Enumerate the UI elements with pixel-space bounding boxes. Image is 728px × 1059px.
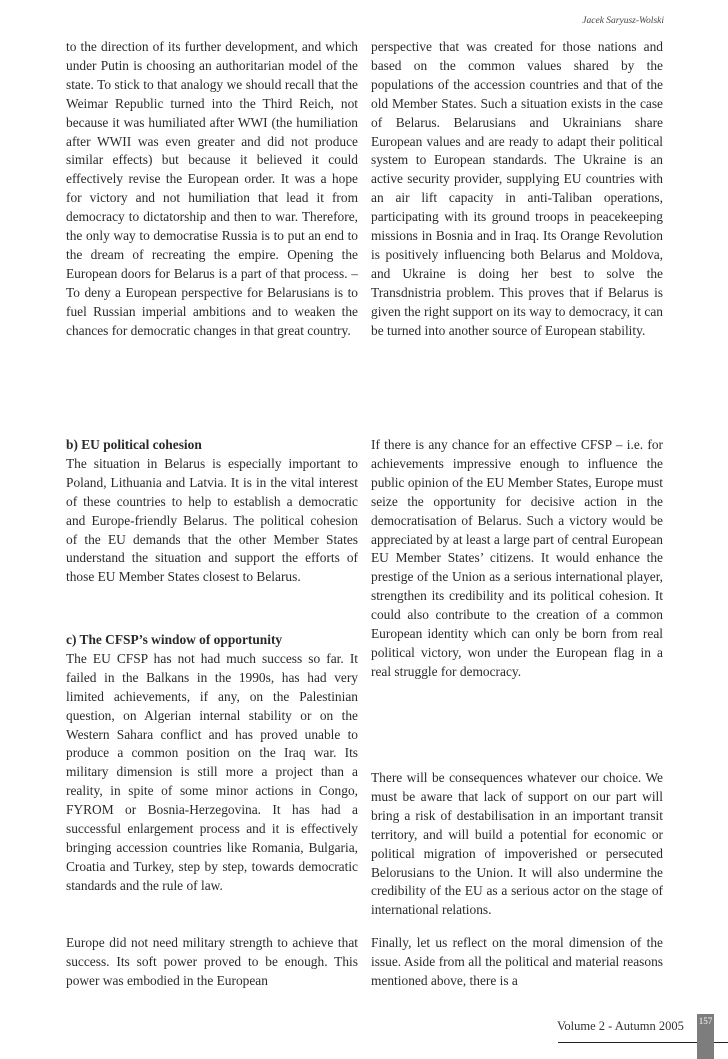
paragraph: perspective that was created for those nations and based on the common values shared by the populations of the accession countries and that of the old Member States. Such a situation exists in the case of Belarus. Belarusians and Ukrainians share European values and are ready to adapt their political system to European standards. The Ukraine is an active security provider, supplying EU countries with an air lift capacity in anti-Taliban operations, participating with its ground troops in peacekeeping missions in Bosnia and in Iraq. Its Orange Revolution is positively influencing both Belarus and Moldova, and Ukraine is doing her best to solve the Transdnistria problem. This proves that if Belarus is given the right support on its way to democracy, it can be turned into another source of European stability. — [371, 39, 663, 338]
paragraph: The EU CFSP has not had much success so far. It failed in the Balkans in the 1990s, has had very limited achievements, if any, on the Palestinian question, on Algerian internal stability or on the Western Sahara conflict and has proved unable to produce a common position on the Iraq war. Its military dimension is still more a project than a reality, in spite of some minor actions in Congo, FYROM or Bosnia-Herzegovina. It has had a successful enlargement process and it is effectively bringing accession countries like Romania, Bulgaria, Croatia and Turkey, step by step, towards democratic standards and the rule of law. — [66, 650, 358, 893]
paragraph: Europe did not need military strength to achieve that success. Its soft power proved to be enough. This power was embodied in the European — [66, 935, 358, 988]
page-number: 157 — [697, 1014, 714, 1059]
paragraph: If there is any chance for an effective CFSP – i.e. for achievements impressive enough to influence the public opinion of the EU Member States, Europe must seize the opportunity for decisive action in the democratisation of Belarus. Such a victory would be appreciated by at least a large part of central European EU Member States’ citizens. It would enhance the prestige of the Union as a serious international player, strengthen its credibility and its political cohesion. It could also contribute to the creation of a common European identity which can only be born from real political victory, won under the European flag in a real struggle for democracy. — [371, 437, 663, 679]
section-b — [66, 436, 358, 587]
section-heading: c) The CFSP’s window of opportunity — [66, 632, 283, 647]
section-c — [66, 631, 358, 896]
section-heading: b) EU political cohesion — [66, 437, 202, 452]
footer-volume: Volume 2 - Autumn 2005 — [557, 1019, 684, 1033]
paragraph: The situation in Belarus is especially important to Poland, Lithuania and Latvia. It is in the vital interest of these countries to help to establish a democratic and Europe-friendly Belarus. The political cohesion of the EU demands that the other Member States understand the situation and support the efforts of those EU Member States closest to Belarus. — [66, 455, 358, 585]
paragraph: to the direction of its further development, and which under Putin is choosing an authoritarian model of the state. To stick to that analogy we should recall that the Weimar Republic turned into the Third Reich, not because it was humiliated after WWI (the humiliation after WWII was even greater and did not produce similar effects) but because it believed it could effectively revise the European order. It was a hope for victory and not humiliation that lead it from democracy to dictatorship and then to war. Therefore, the only way to democratise Russia is to put an end to the dream of recreating the empire. Opening the European doors for Belarus is a part of that process. –To deny a European perspective for Belarusians is to fuel Russian imperial ambitions and to weaken the chances for democratic changes in that great country. — [66, 39, 358, 338]
paragraph: There will be consequences whatever our choice. We must be aware that lack of support on our part will bring a risk of destabilisation in an important transit territory, and will build a potential for economic or political migration of impoverished or persecuted Belorusians to the Union. It will also undermine the credibility of the EU as a serious actor on the stage of international relations. — [371, 770, 663, 918]
paragraph: Finally, let us reflect on the moral dimension of the issue. Aside from all the political and material reasons mentioned above, there is a — [371, 935, 663, 988]
running-header-author: Jacek Saryusz-Wolski — [582, 16, 664, 26]
